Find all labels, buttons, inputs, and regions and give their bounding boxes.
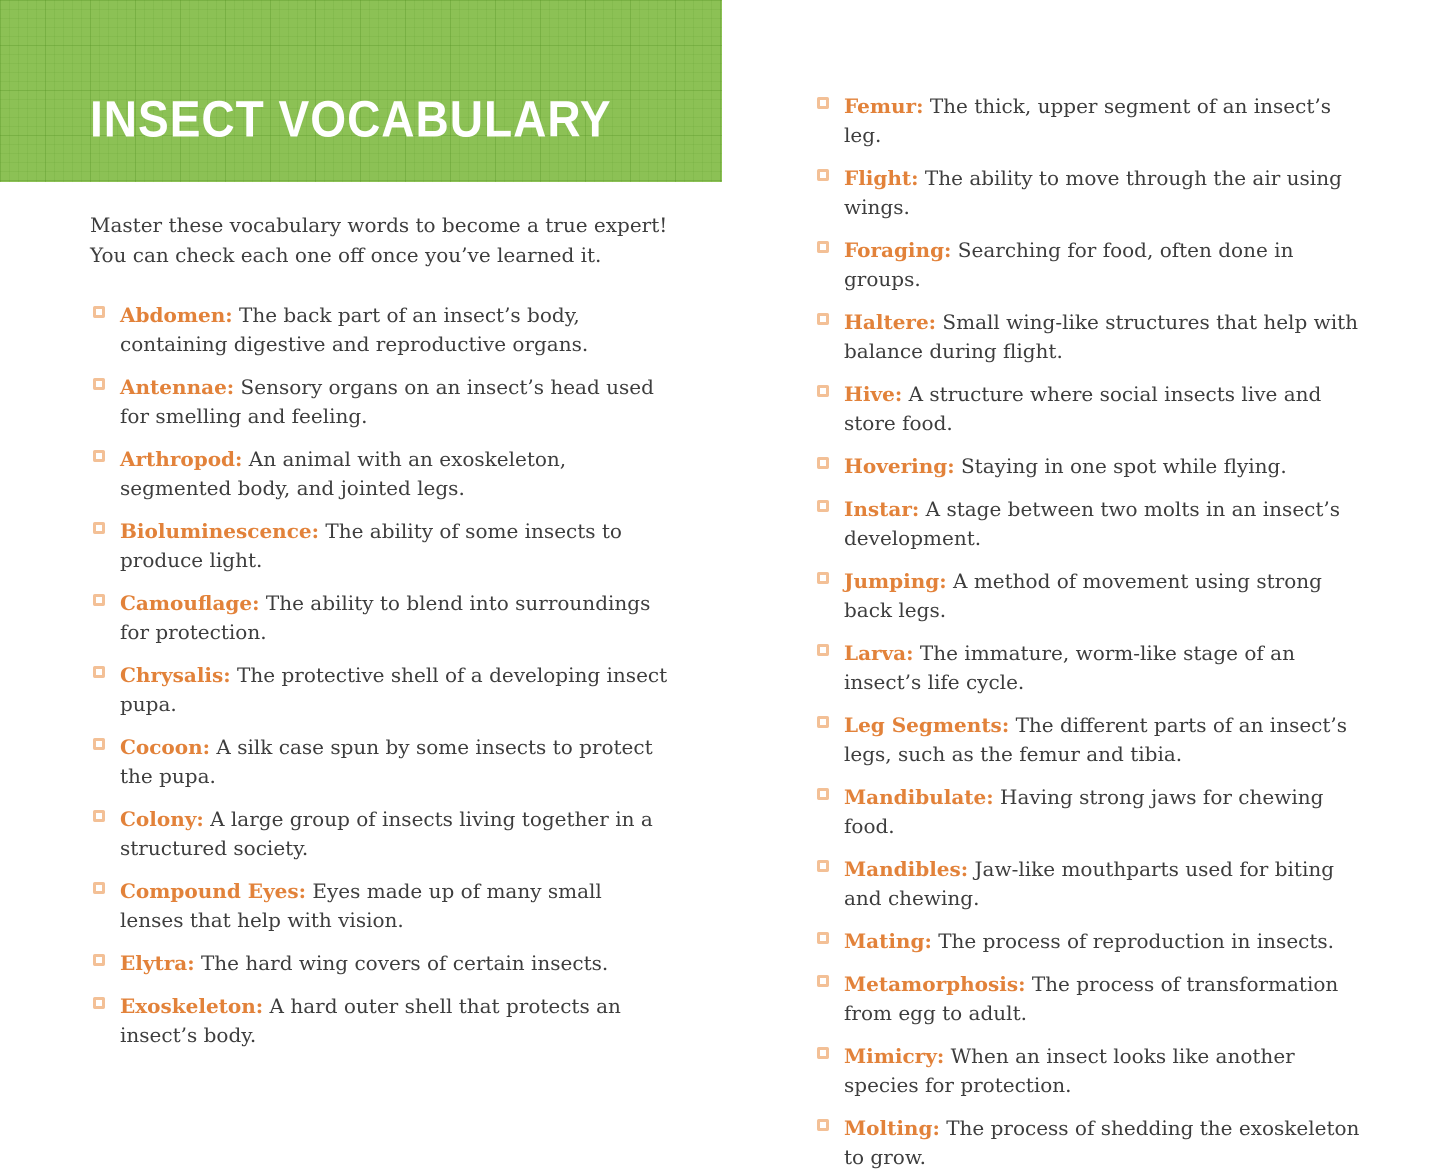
definition-text: Having strong jaws for chewing food. [844,785,1324,838]
definition-text: When an insect looks like another species for protection. [844,1044,1295,1097]
item-text [844,236,1367,294]
term-label: Jumping: [844,569,947,593]
definition-text: Eyes made up of many small lenses that help with vision. [120,879,602,932]
checkbox[interactable] [817,313,829,325]
vocab-item [93,517,670,575]
term-label: Femur: [844,94,924,118]
vocab-list-left [93,301,670,1050]
checkbox[interactable] [817,500,829,512]
definition-text: The hard wing covers of certain insects. [200,951,609,975]
vocab-item [93,445,670,503]
vocab-item [93,589,670,647]
term-label: Mandibles: [844,857,969,881]
item-text [844,495,1367,553]
checkbox[interactable] [817,788,829,800]
vocab-list-right [817,92,1367,1172]
term-label: Mating: [844,929,932,953]
definition-text: The immature, worm-like stage of an insect’s life cycle. [844,641,1295,694]
checkbox[interactable] [93,954,105,966]
vocab-item [93,733,670,791]
vocab-item [817,783,1367,841]
term-label: Bioluminescence: [120,519,319,543]
term-label: Foraging: [844,238,952,262]
term-label: Cocoon: [120,735,211,759]
checkbox[interactable] [817,457,829,469]
vocab-item [817,1114,1367,1172]
definition-text: The process of shedding the exoskeleton to grow. [844,1116,1360,1169]
checkbox[interactable] [817,1047,829,1059]
item-text [844,164,1367,222]
checkbox[interactable] [817,716,829,728]
checkbox[interactable] [93,738,105,750]
vocab-item [817,164,1367,222]
definition-text: A structure where social insects live and store food. [844,382,1322,435]
vocab-item [93,661,670,719]
vocab-item [817,452,1367,481]
item-text [844,1114,1367,1172]
item-text [844,1042,1367,1100]
definition-text: The ability to move through the air using wings. [844,166,1342,219]
checkbox[interactable] [817,241,829,253]
definition-text: Sensory organs on an insect’s head used for smelling and feeling. [120,375,654,428]
item-text [844,308,1367,366]
item-text [844,452,1287,481]
checkbox[interactable] [817,932,829,944]
term-label: Instar: [844,497,920,521]
checkbox[interactable] [817,975,829,987]
definition-text: Jaw-like mouthparts used for biting and chewing. [844,857,1335,910]
term-label: Flight: [844,166,919,190]
checkbox[interactable] [817,169,829,181]
checkbox[interactable] [817,1119,829,1131]
definition-text: Searching for food, often done in groups. [844,238,1294,291]
vocab-item [817,92,1367,150]
term-label: Compound Eyes: [120,879,307,903]
term-label: Camouflage: [120,591,260,615]
definition-text: The process of reproduction in insects. [938,929,1335,953]
item-text [844,380,1367,438]
item-text [844,711,1367,769]
vocab-item [817,495,1367,553]
vocab-item [817,927,1367,956]
definition-text: The process of transformation from egg to adult. [844,972,1339,1025]
item-text [120,589,670,647]
item-text [844,783,1367,841]
definition-text: A hard outer shell that protects an insect’s body. [120,994,621,1047]
item-text [120,301,670,359]
item-text [844,855,1367,913]
checkbox[interactable] [93,306,105,318]
header-banner [0,0,722,182]
vocab-item [93,805,670,863]
page-title: INSECT VOCABULARY [90,89,612,148]
vocab-item [817,380,1367,438]
term-label: Abdomen: [120,303,233,327]
checkbox[interactable] [93,997,105,1009]
vocab-item [817,236,1367,294]
vocab-item [93,949,670,978]
definition-text: The different parts of an insect’s legs, such as the femur and tibia. [844,713,1348,766]
vocab-item [817,567,1367,625]
definition-text: The back part of an insect’s body, containing digestive and reproductive organs. [120,303,589,356]
definition-text: An animal with an exoskeleton, segmented body, and jointed legs. [120,447,567,500]
item-text [844,970,1367,1028]
term-label: Molting: [844,1116,940,1140]
item-text [844,92,1367,150]
checkbox[interactable] [93,594,105,606]
term-label: Leg Segments: [844,713,1010,737]
checkbox[interactable] [93,666,105,678]
item-text [120,445,670,503]
vocab-item [817,855,1367,913]
checkbox[interactable] [817,572,829,584]
term-label: Haltere: [844,310,937,334]
checkbox[interactable] [817,97,829,109]
checkbox[interactable] [817,385,829,397]
definition-text: A method of movement using strong back legs. [844,569,1322,622]
term-label: Mimicry: [844,1044,945,1068]
item-text [844,927,1334,956]
checkbox[interactable] [93,882,105,894]
item-text [120,949,608,978]
checkbox[interactable] [817,860,829,872]
vocab-item [93,877,670,935]
term-label: Exoskeleton: [120,994,264,1018]
item-text [120,661,670,719]
checkbox[interactable] [817,644,829,656]
checkbox[interactable] [93,522,105,534]
definition-text: The ability of some insects to produce light. [120,519,622,572]
definition-text: A silk case spun by some insects to protect the pupa. [120,735,653,788]
item-text [120,517,670,575]
vocab-item [93,301,670,359]
item-text [120,877,670,935]
definition-text: A stage between two molts in an insect’s development. [844,497,1341,550]
vocab-item [93,992,670,1050]
checkbox[interactable] [93,810,105,822]
vocab-item [817,970,1367,1028]
vocab-item [817,308,1367,366]
vocab-item [817,639,1367,697]
item-text [844,567,1367,625]
term-label: Elytra: [120,951,195,975]
item-text [844,639,1367,697]
term-label: Chrysalis: [120,663,231,687]
vocab-item [817,1042,1367,1100]
item-text [120,992,670,1050]
term-label: Metamorphosis: [844,972,1026,996]
definition-text: The ability to blend into surroundings for protection. [120,591,651,644]
vocab-item [93,373,670,431]
term-label: Mandibulate: [844,785,994,809]
checkbox[interactable] [93,378,105,390]
term-label: Hive: [844,382,903,406]
definition-text: A large group of insects living together in a structured society. [120,807,653,860]
item-text [120,373,670,431]
vocab-item [817,711,1367,769]
definition-text: The thick, upper segment of an insect’s leg. [844,94,1331,147]
item-text [120,805,670,863]
term-label: Hovering: [844,454,955,478]
definition-text: Small wing-like structures that help with balance during flight. [844,310,1359,363]
definition-text: Staying in one spot while flying. [960,454,1287,478]
checkbox[interactable] [93,450,105,462]
term-label: Arthropod: [120,447,243,471]
term-label: Larva: [844,641,914,665]
term-label: Colony: [120,807,204,831]
intro-text: Master these vocabulary words to become a true expert! You can check each one off once you’ve learned it. [90,213,668,267]
definition-text: The protective shell of a developing insect pupa. [120,663,668,716]
term-label: Antennae: [120,375,235,399]
item-text [120,733,670,791]
